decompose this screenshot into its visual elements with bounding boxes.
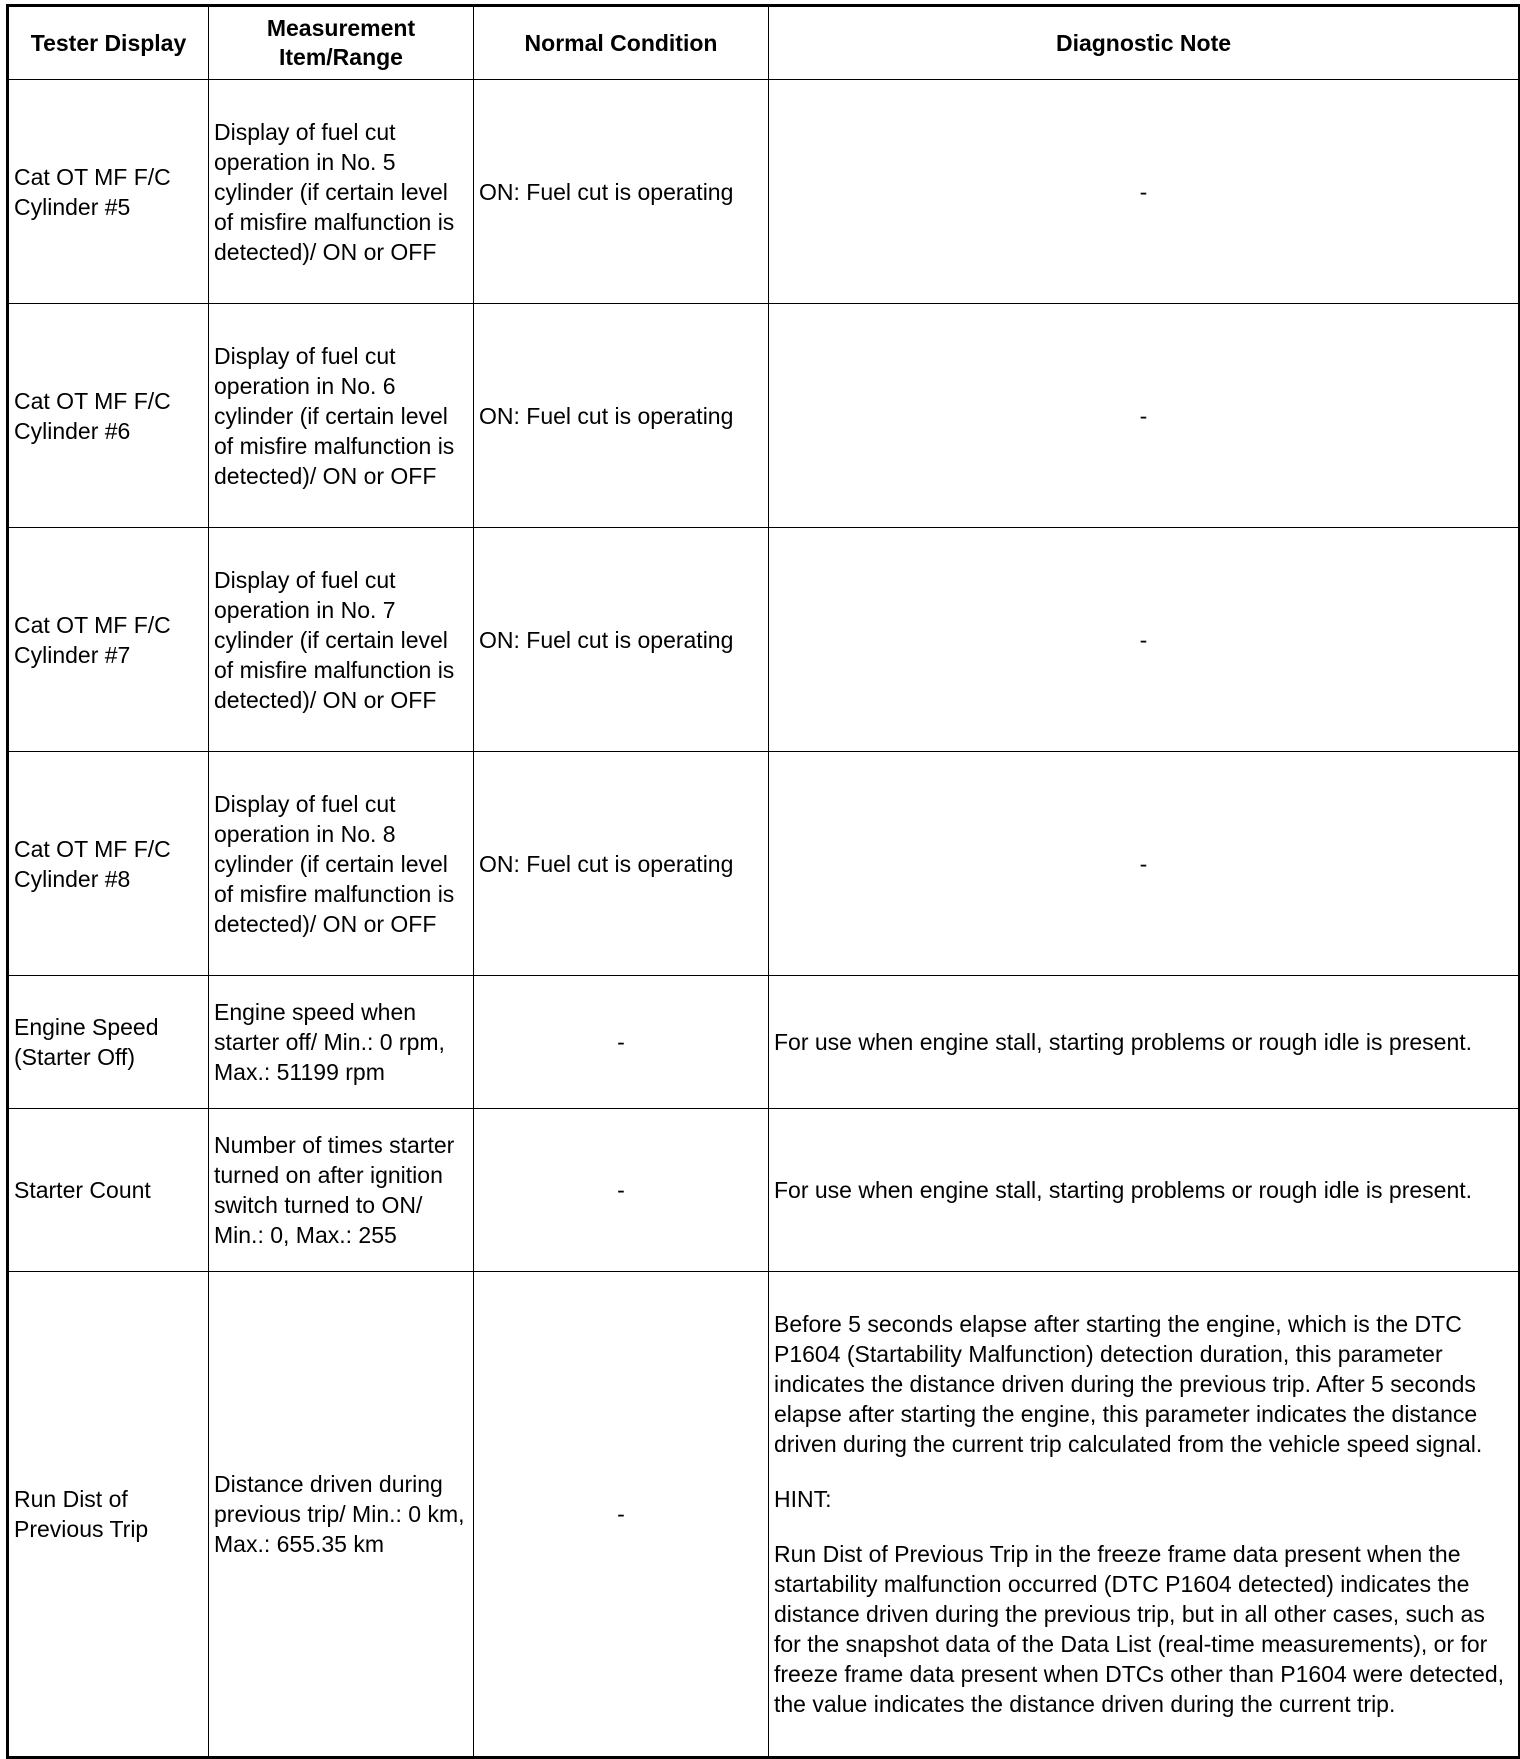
cell-measurement: Display of fuel cut operation in No. 6 cylinder (if certain level of misfire malfunction is detected)/ ON or OFF [209,304,474,528]
cell-tester-display: Engine Speed (Starter Off) [8,976,209,1109]
header-normal-condition: Normal Condition [474,6,769,80]
header-tester-display: Tester Display [8,6,209,80]
cell-measurement: Display of fuel cut operation in No. 8 cylinder (if certain level of misfire malfunction is detected)/ ON or OFF [209,752,474,976]
table-row [8,80,1520,304]
cell-measurement: Display of fuel cut operation in No. 5 cylinder (if certain level of misfire malfunction is detected)/ ON or OFF [209,80,474,304]
cell-tester-display: Cat OT MF F/C Cylinder #5 [8,80,209,304]
table-row [8,752,1520,976]
cell-measurement: Number of times starter turned on after ignition switch turned to ON/ Min.: 0, Max.: 255 [209,1109,474,1272]
cell-diagnostic-note: - [769,80,1520,304]
note-paragraph: Run Dist of Previous Trip in the freeze frame data present when the startability malfunction occurred (DTC P1604 detected) indicates the distance driven during the previous trip, but in all other cases, such as for the snapshot data of the Data List (real-time measurements), or for freeze frame data present when DTCs other than P1604 were detected, the value indicates the distance driven during the current trip. [774,1541,1505,1717]
cell-tester-display: Cat OT MF F/C Cylinder #6 [8,304,209,528]
cell-normal-condition: ON: Fuel cut is operating [474,528,769,752]
cell-diagnostic-note: - [769,752,1520,976]
table-row [8,528,1520,752]
header-measurement: Measurement Item/Range [209,6,474,80]
cell-diagnostic-note: For use when engine stall, starting problems or rough idle is present. [769,976,1520,1109]
table-row [8,1109,1520,1272]
note-paragraph: Before 5 seconds elapse after starting the engine, which is the DTC P1604 (Startability Malfunction) detection duration, this parameter indicates the distance driven during the previous trip. After 5 seconds elapse after starting the engine, this parameter indicates the distance driven during the current trip calculated from the vehicle speed signal. [774,1311,1483,1457]
cell-tester-display: Run Dist of Previous Trip [8,1272,209,1758]
table-header-row [8,6,1520,80]
cell-normal-condition: - [474,1109,769,1272]
cell-normal-condition: ON: Fuel cut is operating [474,304,769,528]
cell-diagnostic-note: - [769,304,1520,528]
cell-measurement: Display of fuel cut operation in No. 7 cylinder (if certain level of misfire malfunction is detected)/ ON or OFF [209,528,474,752]
cell-tester-display: Cat OT MF F/C Cylinder #8 [8,752,209,976]
cell-tester-display: Cat OT MF F/C Cylinder #7 [8,528,209,752]
header-diagnostic-note: Diagnostic Note [769,6,1520,80]
data-list-table [6,4,1520,1759]
cell-measurement: Engine speed when starter off/ Min.: 0 rpm, Max.: 51199 rpm [209,976,474,1109]
cell-normal-condition: - [474,1272,769,1758]
table-row [8,976,1520,1109]
hint-label: HINT: [774,1486,832,1512]
cell-normal-condition: ON: Fuel cut is operating [474,752,769,976]
cell-measurement: Distance driven during previous trip/ Min.: 0 km, Max.: 655.35 km [209,1272,474,1758]
cell-diagnostic-note: - [769,528,1520,752]
table-row [8,1272,1520,1758]
cell-normal-condition: ON: Fuel cut is operating [474,80,769,304]
cell-diagnostic-note [769,1272,1520,1758]
cell-tester-display: Starter Count [8,1109,209,1272]
cell-normal-condition: - [474,976,769,1109]
table-row [8,304,1520,528]
cell-diagnostic-note: For use when engine stall, starting problems or rough idle is present. [769,1109,1520,1272]
